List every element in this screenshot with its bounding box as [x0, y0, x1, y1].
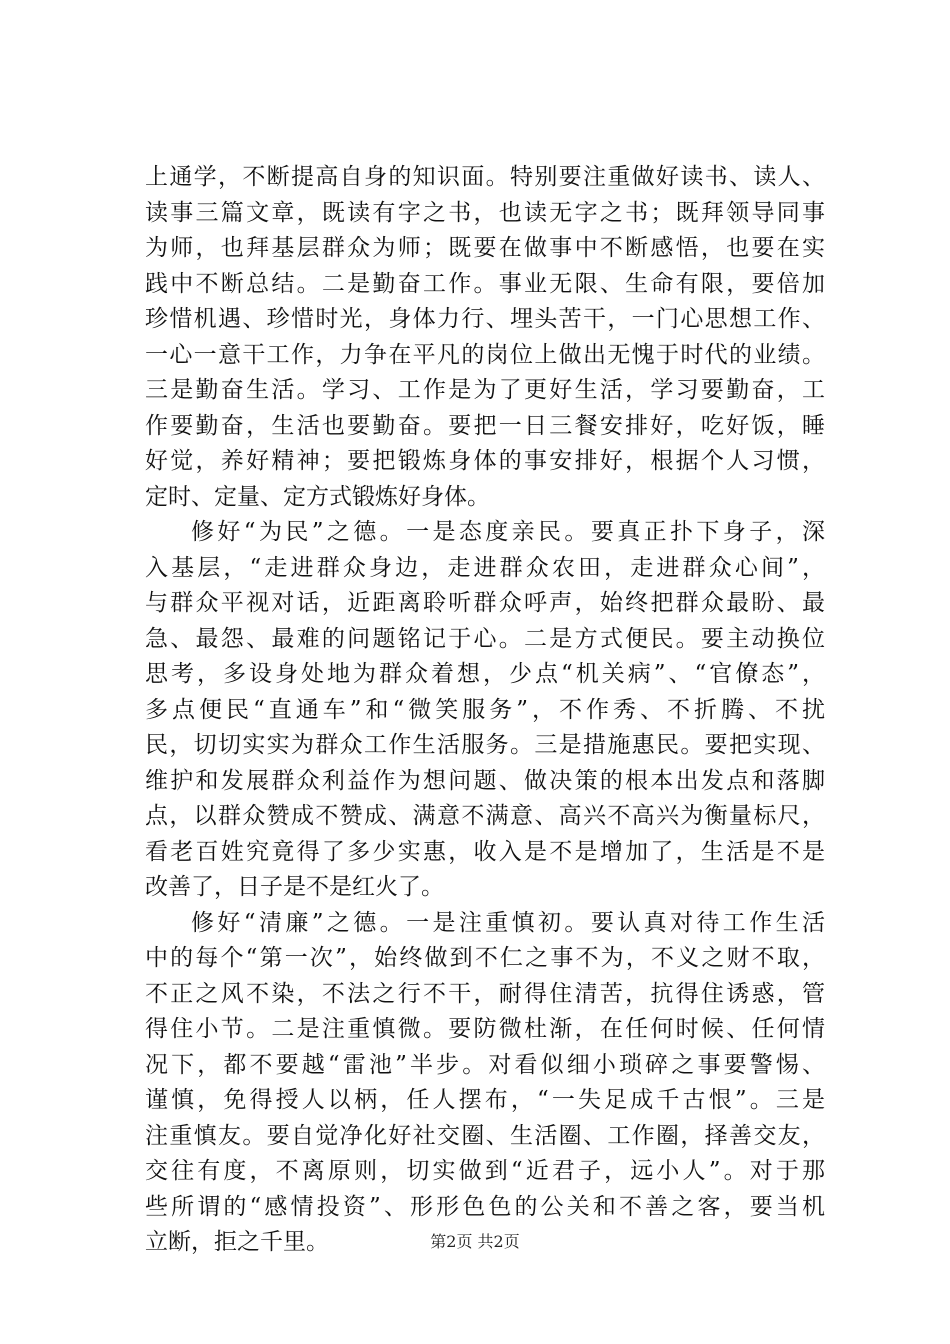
paragraph-start-line: 修好“为民”之德。一是态度亲民。要真正扑下身子，深 [191, 519, 825, 545]
body-text [145, 160, 825, 1261]
text-line: 上通学，不断提高自身的知识面。特别要注重做好读书、读人、 [145, 164, 825, 190]
text-line: 为师，也拜基层群众为师；既要在做事中不断感悟，也要在实 [145, 235, 825, 261]
text-line: 些所谓的“感情投资”、形形色色的公关和不善之客，要当机 [145, 1193, 825, 1220]
text-line: 注重慎友。要自觉净化好社交圈、生活圈、工作圈，择善交友， [145, 1122, 825, 1149]
text-line: 入基层，“走进群众身边，走进群众农田，走进群众心间”， [145, 554, 825, 581]
text-line: 立断，拒之千里。 [145, 1229, 329, 1255]
text-line: 一心一意干工作，力争在平凡的岗位上做出无愧于时代的业绩。 [145, 341, 825, 368]
text-line: 改善了，日子是不是红火了。 [145, 874, 444, 900]
text-line: 不正之风不染，不法之行不干，耐得住清苦，抗得住诱惑，管 [145, 980, 825, 1007]
text-line: 看老百姓究竟得了多少实惠，收入是不是增加了，生活是不是 [145, 838, 825, 865]
text-line: 多点便民“直通车”和“微笑服务”，不作秀、不折腾、不扰 [145, 696, 825, 723]
text-line: 民，切切实实为群众工作生活服务。三是措施惠民。要把实现、 [145, 732, 825, 758]
paragraph-start-line: 修好“清廉”之德。一是注重慎初。要认真对待工作生活 [191, 909, 825, 936]
text-line: 急、最怨、最难的问题铭记于心。二是方式便民。要主动换位 [145, 625, 825, 652]
text-line: 得住小节。二是注重慎微。要防微杜渐，在任何时候、任何情 [145, 1016, 825, 1042]
text-line: 思考，多设身处地为群众着想，少点“机关病”、“官僚态”， [145, 661, 825, 687]
text-line: 定时、定量、定方式锻炼好身体。 [145, 483, 490, 510]
text-line: 况下，都不要越“雷池”半步。对看似细小琐碎之事要警惕、 [145, 1051, 825, 1078]
page-footer: 第2页 共2页 [430, 1232, 520, 1251]
text-line: 谨慎，免得授人以柄，任人摆布，“一失足成千古恨”。三是 [145, 1087, 825, 1113]
text-line: 三是勤奋生活。学习、工作是为了更好生活，学习要勤奋，工 [145, 377, 825, 403]
text-line: 好觉，养好精神；要把锻炼身体的事安排好，根据个人习惯， [145, 448, 825, 474]
text-line: 作要勤奋，生活也要勤奋。要把一日三餐安排好，吃好饭，睡 [145, 412, 825, 439]
text-line: 与群众平视对话，近距离聆听群众呼声，始终把群众最盼、最 [145, 590, 825, 616]
text-line: 维护和发展群众利益作为想问题、做决策的根本出发点和落脚 [145, 767, 825, 794]
text-line: 读事三篇文章，既读有字之书，也读无字之书；既拜领导同事 [145, 199, 825, 226]
text-line: 中的每个“第一次”，始终做到不仁之事不为，不义之财不取， [145, 945, 825, 971]
text-line: 点，以群众赞成不赞成、满意不满意、高兴不高兴为衡量标尺， [145, 803, 825, 829]
text-line: 践中不断总结。二是勤奋工作。事业无限、生命有限，要倍加 [145, 270, 825, 297]
text-line: 珍惜机遇、珍惜时光，身体力行、埋头苦干，一门心思想工作、 [145, 306, 825, 332]
text-line: 交往有度，不离原则，切实做到“近君子，远小人”。对于那 [145, 1158, 825, 1184]
